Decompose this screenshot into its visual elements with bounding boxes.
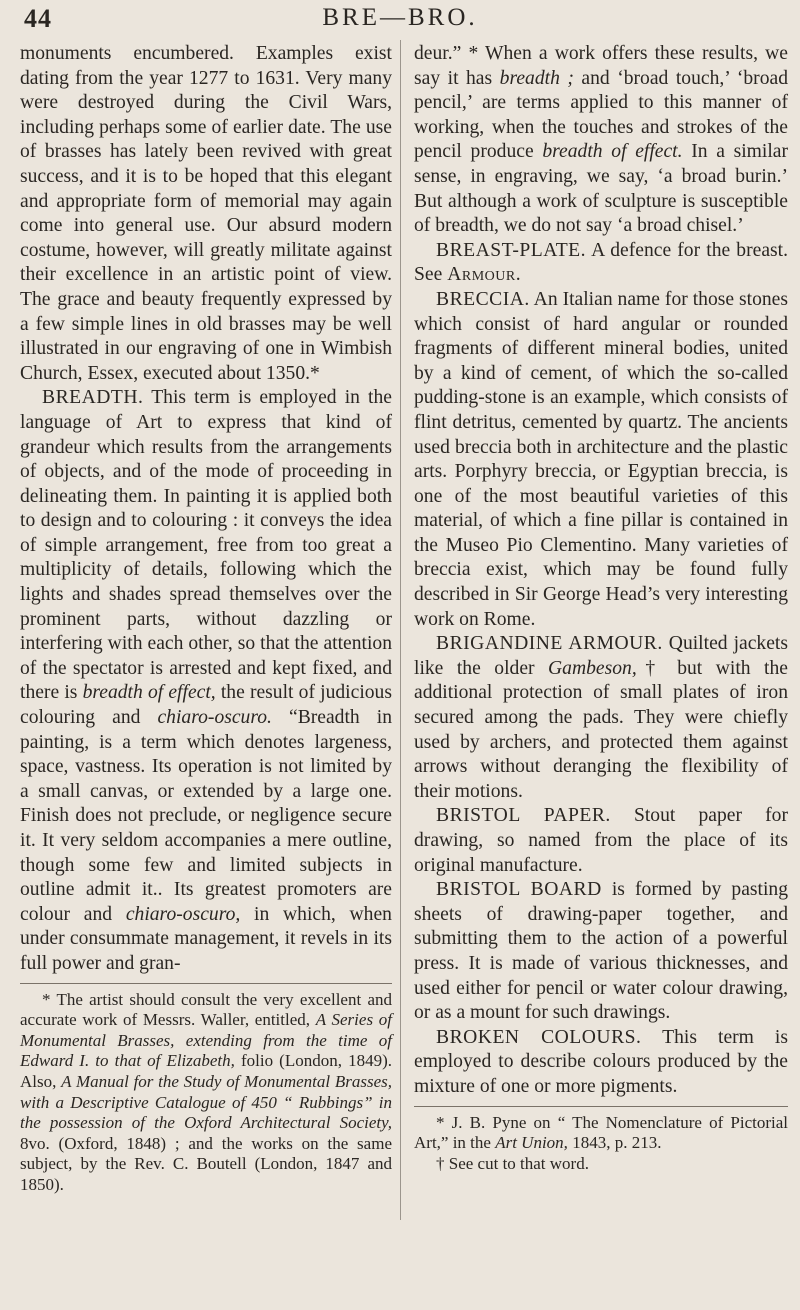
brass-text: monuments encumbered. Examples exist dating from the year 1277 to 1631. Very many were destroyed during the Civil Wars, including perhaps some of earlier date. The use of brasses has lately been revived with great success, and it is to be hoped that this elegant and appropriate form of memorial may again come into general use. Our absurd modern costume, however, will greatly militate against their excellence in an artistic point of view. The grace and beauty frequently expressed by a few simple lines in old brasses may be well illustrated in our engraving of one in Wimbish Church, Essex, executed about 1350.*	[20, 43, 392, 384]
footnote-right	[414, 1113, 788, 1175]
headword-breccia: BRECCIA.	[436, 288, 530, 310]
breadth-continuation	[414, 42, 788, 239]
headword-bristol-paper: BRISTOL PAPER.	[436, 805, 611, 827]
deur-text-c: In a similar sense, in engraving, we say, ‘a broad burin.’ But although a work of sculpture is susceptible of breadth, we do not say ‘a broad chisel.’	[414, 141, 788, 237]
breccia-text: An Italian name for those stones which consist of hard angular or rounded fragments of different mineral bodies, united by a kind of cement, of which the so-called pudding-stone is an example, which consists of flint detritus, cemented by quartz. The ancients used breccia both in architecture and the plastic arts. Porphyry breccia, or Egyptian breccia, is one of the most beautiful varieties of this material, of which a fine pillar is contained in the Museo Pio Clementino. Many varieties of breccia exist, which may be found fully described in Sir George Head’s very interesting work on Rome.	[414, 288, 788, 630]
entry-brigandine	[414, 632, 788, 804]
headword-brigandine: BRIGANDINE ARMOUR.	[436, 633, 663, 655]
bristol-board-text: is formed by pasting sheets of drawing-paper together, and submitting them to the action of a powerful press. It is made of various thicknesses, and used either for pencil or water colour drawing, or as a mount for such drawings.	[414, 879, 789, 1024]
entry-breccia	[414, 288, 788, 632]
headword-broken-colours: BROKEN COLOURS.	[436, 1026, 642, 1048]
breadth-italic-1: breadth of effect,	[82, 682, 216, 704]
deur-text-a: deur.” * When a work offers these results, we say it has	[414, 43, 788, 89]
footnote-right-2: † See cut to that word.	[436, 1153, 589, 1173]
cross-ref-armour: Armour.	[447, 264, 522, 286]
footnote-right-1b: 1843, p. 213.	[567, 1133, 662, 1153]
page-header	[24, 2, 776, 42]
footnote-left-b: folio (London, 1849). Also,	[20, 1051, 392, 1091]
running-head: BRE—BRO.	[322, 4, 478, 31]
entry-bristol-paper	[414, 804, 788, 878]
entry-broken-colours	[414, 1026, 788, 1100]
deur-italic-2: breadth of effect.	[542, 141, 683, 163]
footnote-left	[20, 990, 392, 1196]
breadth-text-a: This term is employed in the language of Art to express that kind of grandeur which results from the arrangements of objects, and of the mode of proceeding in delineating them. In painting it is applied both to design and to colouring : it conveys the idea of simple arrangement, free from too great a multiplicity of details, following which the lights and shades spread themselves over the prominent parts, without dazzling or interfering with each other, so that the attention of the spectator is arrested and kept fixed, and there is	[20, 387, 392, 704]
breadth-text-c: “Breadth in painting, is a term which denotes largeness, space, vastness. Its operation is not limited by a small canvas, or extended by a large one. Finish does not preclude, or negligence secure it. It very seldom accompanies a mere outline, though some few and limited subjects in outline admit it.. Its greatest promoters are colour and	[20, 707, 393, 925]
footnote-left-c: 8vo. (Oxford, 1848) ; and the works on the same subject, by the Rev. C. Boutell (London, 1847 and 1850).	[20, 1133, 392, 1194]
brass-entry-continuation	[20, 42, 392, 386]
deur-italic-1: breadth ;	[499, 67, 574, 89]
footnote-right-1a: * J. B. Pyne on “ The Nomenclature of Pictorial Art,” in the	[414, 1112, 788, 1153]
entry-bristol-board	[414, 878, 788, 1026]
headword-bristol-board: BRISTOL BOARD	[436, 879, 602, 901]
headword-breadth: BREADTH.	[42, 387, 144, 409]
brigandine-text-b: † but with the additional protection of small plates of iron secured among the pads. They were chiefly used by archers, and protected them against arrows without deranging the flexibility of their motions.	[414, 657, 788, 802]
left-column	[20, 42, 392, 1196]
entry-breadth	[20, 386, 392, 976]
breast-plate-text: A defence for the breast. See	[414, 239, 788, 286]
footnote-left-italic-1: A Series of Monumental Brasses, extending from the time of Edward I. to that of Elizabeth,	[20, 1010, 392, 1071]
breadth-text-b: the result of judicious colouring and	[20, 682, 392, 729]
footnote-right-italic: Art Union,	[495, 1133, 568, 1153]
headword-breast-plate: BREAST-PLATE.	[436, 239, 587, 261]
broken-colours-text: This term is employed to describe colours produced by the mixture of one or more pigments.	[414, 1026, 789, 1097]
footnote-left-italic-2: A Manual for the Study of Monumental Brasses, with a Descriptive Catalogue of 450 “ Rubbings” in the possession of the Oxford Architectural Society,	[20, 1071, 392, 1133]
deur-text-b: and ‘broad touch,’ ‘broad pencil,’ are terms applied to this manner of working, when the touches and strokes of the pencil produce	[414, 67, 788, 163]
footnote-left-a: * The artist should consult the very excellent and accurate work of Messrs. Waller, entitled,	[20, 989, 392, 1030]
page-number: 44	[24, 4, 52, 33]
footnote-rule-right	[414, 1106, 788, 1107]
brigandine-text-a: Quilted jackets like the older	[414, 633, 788, 679]
bristol-paper-text: Stout paper for drawing, so named from the place of its original manufacture.	[414, 805, 789, 876]
breadth-text-d: in which, when under consummate management, it revels in its full power and gran-	[20, 903, 392, 974]
brigandine-italic: Gambeson,	[548, 657, 637, 679]
breadth-italic-2: chiaro-oscuro.	[157, 707, 272, 729]
right-column	[414, 42, 788, 1174]
breadth-italic-3: chiaro-oscuro,	[125, 903, 241, 925]
column-divider	[400, 40, 401, 1220]
entry-breast-plate	[414, 239, 788, 288]
footnote-rule-left	[20, 983, 392, 984]
